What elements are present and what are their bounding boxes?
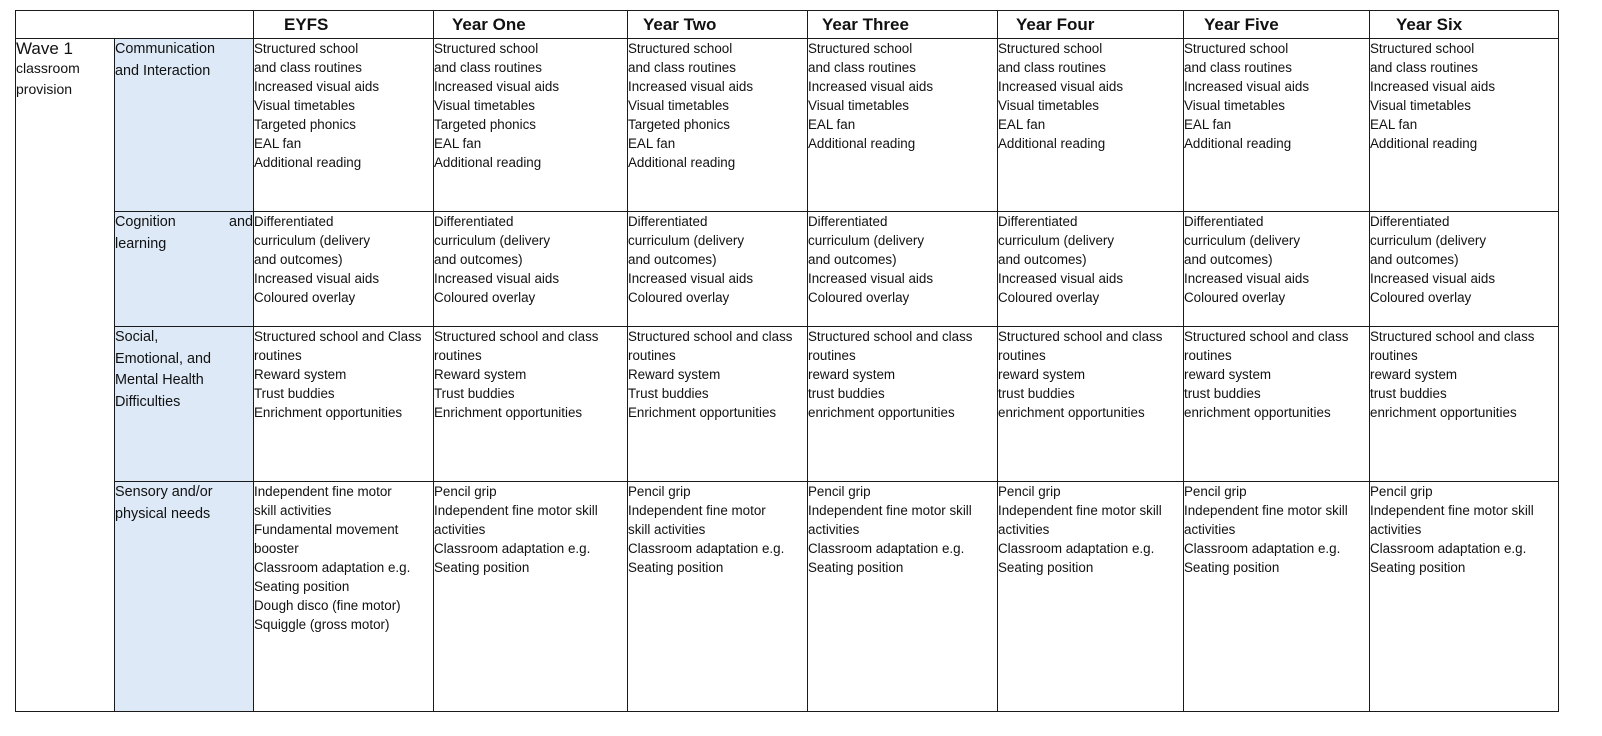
provision-line: reward system	[998, 367, 1086, 382]
provision-line: curriculum (delivery	[434, 233, 551, 248]
provision-line: Independent fine motor skill	[998, 503, 1162, 518]
provision-line: EAL fan	[254, 136, 302, 151]
provision-line: Increased visual aids	[434, 79, 560, 94]
provision-line: activities	[1370, 522, 1422, 537]
table-row	[16, 212, 1559, 327]
provision-line: Seating position	[1370, 560, 1466, 575]
provision-line: Additional reading	[1370, 136, 1478, 151]
provision-line: Coloured overlay	[628, 290, 730, 305]
provision-line: booster	[254, 541, 299, 556]
provision-line: routines	[808, 348, 856, 363]
provision-line: Differentiated	[254, 214, 334, 229]
provision-table	[15, 10, 1559, 712]
provision-cell	[808, 39, 998, 212]
provision-cell	[628, 39, 808, 212]
provision-line: Increased visual aids	[1370, 79, 1496, 94]
table-row	[16, 327, 1559, 482]
provision-line: trust buddies	[808, 386, 885, 401]
provision-line: Structured school	[1184, 41, 1289, 56]
provision-cell	[1184, 39, 1370, 212]
provision-line: and class routines	[808, 60, 916, 75]
provision-line: Classroom adaptation e.g.	[808, 541, 965, 556]
provision-line: and class routines	[1370, 60, 1478, 75]
provision-line: Additional reading	[808, 136, 916, 151]
provision-line: Structured school and class	[434, 329, 599, 344]
provision-cell	[254, 327, 434, 482]
provision-cell	[1184, 327, 1370, 482]
header-year-four: Year Four	[998, 11, 1184, 39]
header-eyfs: EYFS	[254, 11, 434, 39]
provision-line: Pencil grip	[1184, 484, 1247, 499]
header-year-one: Year One	[434, 11, 628, 39]
area-label-line: Difficulties	[115, 393, 181, 410]
provision-line: EAL fan	[1184, 117, 1232, 132]
provision-cell	[998, 482, 1184, 712]
provision-line: Visual timetables	[998, 98, 1099, 113]
provision-cell	[434, 482, 628, 712]
provision-line: Increased visual aids	[628, 79, 754, 94]
provision-line: Independent fine motor skill	[1184, 503, 1348, 518]
provision-line: Classroom adaptation e.g.	[1370, 541, 1527, 556]
provision-line: reward system	[808, 367, 896, 382]
provision-cell	[998, 212, 1184, 327]
provision-line: Reward system	[254, 367, 347, 382]
provision-line: Trust buddies	[254, 386, 335, 401]
provision-line: Coloured overlay	[254, 290, 356, 305]
provision-line: Increased visual aids	[628, 271, 754, 286]
area-label-line: Cognition and	[115, 214, 253, 230]
provision-line: Coloured overlay	[1370, 290, 1472, 305]
provision-line: Differentiated	[1184, 214, 1264, 229]
header-row	[16, 11, 1559, 39]
provision-line: Visual timetables	[254, 98, 355, 113]
provision-line: Additional reading	[254, 155, 362, 170]
provision-line: Seating position	[254, 579, 350, 594]
provision-line: reward system	[1184, 367, 1272, 382]
provision-line: Structured school	[628, 41, 733, 56]
header-year-five: Year Five	[1184, 11, 1370, 39]
provision-line: trust buddies	[998, 386, 1075, 401]
provision-line: enrichment opportunities	[808, 405, 955, 420]
provision-line: EAL fan	[434, 136, 482, 151]
provision-cell	[1370, 212, 1559, 327]
provision-line: Classroom adaptation e.g.	[628, 541, 785, 556]
provision-line: skill activities	[628, 522, 706, 537]
provision-line: Reward system	[628, 367, 721, 382]
provision-line: Visual timetables	[1370, 98, 1471, 113]
table-row	[16, 482, 1559, 712]
provision-line: Independent fine motor skill	[1370, 503, 1534, 518]
area-label-line: physical needs	[115, 505, 211, 522]
provision-line: Seating position	[998, 560, 1094, 575]
provision-line: trust buddies	[1184, 386, 1261, 401]
provision-line: Visual timetables	[808, 98, 909, 113]
provision-line: Structured school	[434, 41, 539, 56]
provision-cell	[254, 212, 434, 327]
header-year-six: Year Six	[1370, 11, 1559, 39]
provision-cell	[628, 327, 808, 482]
provision-cell	[434, 327, 628, 482]
provision-line: routines	[1370, 348, 1418, 363]
provision-line: Differentiated	[434, 214, 514, 229]
provision-line: Pencil grip	[628, 484, 691, 499]
provision-line: routines	[254, 348, 302, 363]
provision-line: Increased visual aids	[254, 271, 380, 286]
provision-line: Structured school and class	[1370, 329, 1535, 344]
provision-line: Independent fine motor skill	[434, 503, 598, 518]
provision-line: Pencil grip	[1370, 484, 1433, 499]
provision-line: Trust buddies	[628, 386, 709, 401]
provision-line: Visual timetables	[434, 98, 535, 113]
provision-cell	[1184, 482, 1370, 712]
provision-line: reward system	[1370, 367, 1458, 382]
provision-line: Coloured overlay	[808, 290, 910, 305]
provision-line: Reward system	[434, 367, 527, 382]
area-label-line: Communication	[115, 41, 215, 57]
provision-cell	[1370, 327, 1559, 482]
provision-line: Increased visual aids	[1184, 271, 1310, 286]
provision-line: enrichment opportunities	[998, 405, 1145, 420]
provision-line: Independent fine motor skill	[808, 503, 972, 518]
provision-line: Differentiated	[998, 214, 1078, 229]
provision-line: Squiggle (gross motor)	[254, 617, 390, 632]
area-label-line: Mental Health	[115, 372, 204, 388]
provision-line: and outcomes)	[434, 252, 523, 267]
provision-cell	[998, 327, 1184, 482]
provision-line: Coloured overlay	[434, 290, 536, 305]
provision-line: activities	[434, 522, 486, 537]
header-corner	[16, 11, 254, 39]
wave-title: Wave 1	[16, 39, 74, 58]
provision-line: Pencil grip	[998, 484, 1061, 499]
provision-line: Enrichment opportunities	[434, 405, 583, 420]
provision-line: activities	[1184, 522, 1236, 537]
provision-cell	[1370, 39, 1559, 212]
provision-cell	[808, 212, 998, 327]
provision-line: activities	[998, 522, 1050, 537]
provision-line: Seating position	[628, 560, 724, 575]
provision-line: EAL fan	[998, 117, 1046, 132]
provision-line: Increased visual aids	[808, 79, 934, 94]
provision-line: and class routines	[628, 60, 736, 75]
provision-line: Differentiated	[628, 214, 708, 229]
area-label-line: Sensory and/or	[115, 484, 213, 500]
provision-line: skill activities	[254, 503, 332, 518]
provision-line: curriculum (delivery	[254, 233, 371, 248]
provision-line: Increased visual aids	[1184, 79, 1310, 94]
provision-line: Increased visual aids	[254, 79, 380, 94]
provision-line: curriculum (delivery	[998, 233, 1115, 248]
provision-cell	[628, 212, 808, 327]
wave-label	[16, 39, 115, 712]
provision-line: EAL fan	[1370, 117, 1418, 132]
provision-cell	[254, 39, 434, 212]
provision-line: Pencil grip	[434, 484, 497, 499]
area-label-line: Social,	[115, 329, 159, 345]
provision-line: Seating position	[1184, 560, 1280, 575]
provision-line: Classroom adaptation e.g.	[998, 541, 1155, 556]
provision-line: Coloured overlay	[1184, 290, 1286, 305]
provision-line: Additional reading	[628, 155, 736, 170]
area-label-line: Emotional, and	[115, 350, 211, 367]
provision-line: Dough disco (fine motor)	[254, 598, 401, 613]
provision-line: routines	[434, 348, 482, 363]
provision-cell	[1184, 212, 1370, 327]
provision-line: Structured school	[1370, 41, 1475, 56]
provision-line: Structured school and Class	[254, 329, 422, 344]
provision-line: curriculum (delivery	[1370, 233, 1487, 248]
provision-line: Independent fine motor	[628, 503, 766, 518]
provision-line: Structured school	[808, 41, 913, 56]
provision-line: Increased visual aids	[998, 271, 1124, 286]
provision-line: EAL fan	[628, 136, 676, 151]
wave-subtitle-line: provision	[16, 81, 73, 97]
area-label-line: and Interaction	[115, 62, 211, 79]
provision-line: and class routines	[998, 60, 1106, 75]
provision-line: and outcomes)	[628, 252, 717, 267]
provision-line: Coloured overlay	[998, 290, 1100, 305]
provision-line: Additional reading	[434, 155, 542, 170]
area-cell	[115, 482, 254, 712]
provision-line: enrichment opportunities	[1370, 405, 1517, 420]
provision-line: and outcomes)	[1370, 252, 1459, 267]
provision-line: curriculum (delivery	[808, 233, 925, 248]
provision-line: and class routines	[434, 60, 542, 75]
provision-line: and class routines	[254, 60, 362, 75]
provision-line: and outcomes)	[998, 252, 1087, 267]
provision-line: routines	[998, 348, 1046, 363]
provision-line: and class routines	[1184, 60, 1292, 75]
provision-line: and outcomes)	[808, 252, 897, 267]
provision-line: Classroom adaptation e.g.	[1184, 541, 1341, 556]
provision-line: enrichment opportunities	[1184, 405, 1331, 420]
area-cell	[115, 39, 254, 212]
provision-line: Differentiated	[808, 214, 888, 229]
provision-line: Pencil grip	[808, 484, 871, 499]
provision-line: Trust buddies	[434, 386, 515, 401]
provision-line: Differentiated	[1370, 214, 1450, 229]
provision-line: EAL fan	[808, 117, 856, 132]
wave-subtitle-line: classroom	[16, 60, 80, 76]
provision-line: routines	[628, 348, 676, 363]
provision-line: curriculum (delivery	[628, 233, 745, 248]
provision-line: Independent fine motor	[254, 484, 392, 499]
provision-line: Structured school and class	[628, 329, 793, 344]
provision-line: Enrichment opportunities	[254, 405, 403, 420]
provision-cell	[808, 482, 998, 712]
provision-line: Classroom adaptation e.g.	[434, 541, 591, 556]
provision-cell	[254, 482, 434, 712]
provision-line: Fundamental movement	[254, 522, 399, 537]
area-label-line: learning	[115, 235, 167, 252]
provision-line: Additional reading	[998, 136, 1106, 151]
provision-line: Classroom adaptation e.g.	[254, 560, 411, 575]
provision-line: Increased visual aids	[808, 271, 934, 286]
provision-line: and outcomes)	[1184, 252, 1273, 267]
provision-line: Increased visual aids	[998, 79, 1124, 94]
provision-line: Increased visual aids	[1370, 271, 1496, 286]
area-cell	[115, 327, 254, 482]
header-year-two: Year Two	[628, 11, 808, 39]
provision-line: Structured school and class	[998, 329, 1163, 344]
provision-line: Visual timetables	[628, 98, 729, 113]
provision-cell	[998, 39, 1184, 212]
table-row	[16, 39, 1559, 212]
provision-line: Targeted phonics	[434, 117, 536, 132]
header-year-three: Year Three	[808, 11, 998, 39]
provision-line: Targeted phonics	[628, 117, 730, 132]
provision-cell	[434, 39, 628, 212]
provision-line: Visual timetables	[1184, 98, 1285, 113]
provision-line: Structured school and class	[808, 329, 973, 344]
area-cell	[115, 212, 254, 327]
provision-line: and outcomes)	[254, 252, 343, 267]
provision-line: Enrichment opportunities	[628, 405, 777, 420]
provision-line: Structured school	[254, 41, 359, 56]
provision-cell	[1370, 482, 1559, 712]
provision-line: Targeted phonics	[254, 117, 356, 132]
provision-line: routines	[1184, 348, 1232, 363]
provision-line: curriculum (delivery	[1184, 233, 1301, 248]
provision-line: Structured school and class	[1184, 329, 1349, 344]
provision-line: Seating position	[434, 560, 530, 575]
provision-cell	[808, 327, 998, 482]
provision-line: Increased visual aids	[434, 271, 560, 286]
provision-line: Seating position	[808, 560, 904, 575]
provision-line: trust buddies	[1370, 386, 1447, 401]
provision-line: Additional reading	[1184, 136, 1292, 151]
provision-line: activities	[808, 522, 860, 537]
provision-cell	[434, 212, 628, 327]
provision-cell	[628, 482, 808, 712]
provision-line: Structured school	[998, 41, 1103, 56]
